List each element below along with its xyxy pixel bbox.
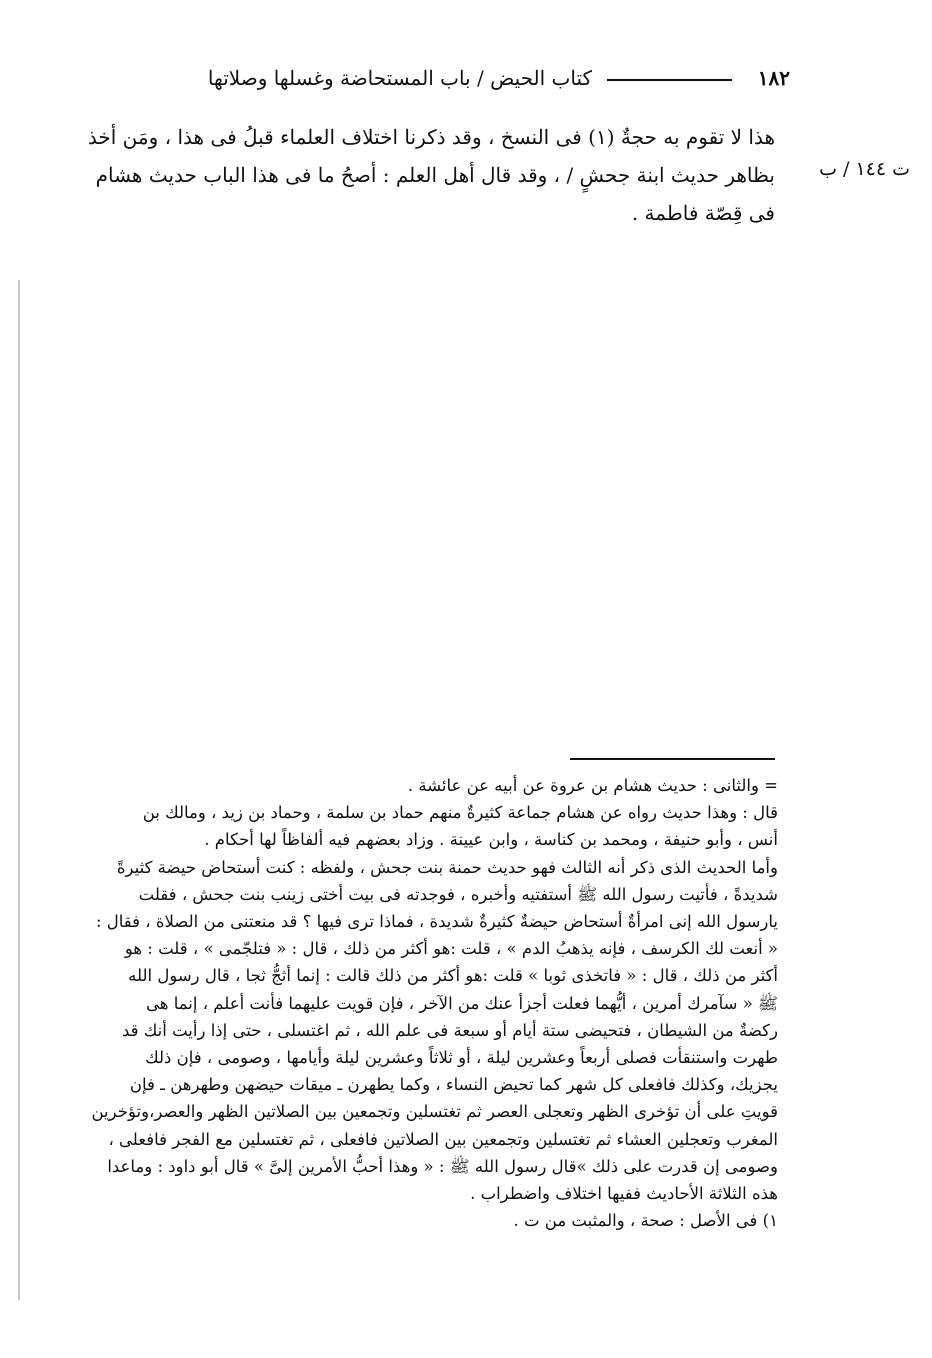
footnote-line: ﷺ « سآمرك أمرين ، أيُّهما فعلت أجزأ عنك من الآخر ، فإن قويت عليهما فأنت أعلم ، إنما هى xyxy=(146,993,778,1013)
footnote-line: شديدةً ، فأتيت رسول الله ﷺ أستفتيه وأخبره ، فوجدته فى بيت أختى زينب بنت جحش ، فقلت xyxy=(138,884,778,904)
footnote-line: يجزيك، وكذلك فافعلى كل شهر كما تحيض النساء ، وكما يطهرن ـ ميقات حيضهن وطهرهن ـ فإن xyxy=(129,1075,778,1095)
footnote-line: طهرت واستنقأت فصلى أربعاً وعشرين ليلة ، أو ثلاثاً وعشرين ليلة وأيامها ، وصومى ، فإن ذلك xyxy=(145,1048,778,1068)
body-line: هذا لا تقوم به حجةٌ (١) فى النسخ ، وقد ذكرنا اختلاف العلماء قبلُ فى هذا ، ومَن أخذ xyxy=(87,125,775,149)
footnotes xyxy=(38,772,778,1234)
page-number: ١٨٢ xyxy=(757,66,790,90)
main-text xyxy=(30,118,775,232)
footnote-line: قال : وهذا حديث رواه عن هشام جماعة كثيرةٌ منهم حماد بن سلمة ، وحماد بن زيد ، ومالك بن xyxy=(142,803,778,823)
footnote-line: هذه الثلاثة الأحاديث ففيها اختلاف واضطراب . xyxy=(470,1184,778,1204)
footnote-line: يارسول الله إنى امرأةٌ أستحاض حيضةٌ كثيرةٌ شديدة ، فماذا ترى فيها ؟ قد منعتنى من الصلاة ، فقال : xyxy=(95,912,778,932)
footnote-line: وصومى إن قدرت على ذلك »قال رسول الله ﷺ : « وهذا أحبُّ الأمرين إلىَّ » قال أبو داود : وماعدا xyxy=(107,1156,778,1176)
body-line: فى قِصّة فاطمة . xyxy=(631,201,775,225)
footnote-line: قويتِ على أن تؤخرى الظهر وتعجلى العصر ثم تغتسلين وتجمعين بين الصلاتين الظهر والعصر،وتؤخرين xyxy=(91,1102,778,1122)
footnote-line: ركضةٌ من الشيطان ، فتحيضى ستة أيام أو سبعة فى علم الله ، ثم اغتسلى ، حتى إذا رأيت أنك قد xyxy=(121,1020,778,1040)
scan-margin-line xyxy=(18,280,20,1300)
footnote-line: المغرب وتعجلين العشاء ثم تغتسلين وتجمعين بين الصلاتين فافعلى ، ثم تغتسلين مع الفجر فافعلى ، xyxy=(108,1129,778,1149)
footnote-line: أكثر من ذلك ، قال : « فاتخذى ثوبا » قلت :هو أكثر من ذلك قالت : إنما أثجُّ ثجا ، قال رسول الله xyxy=(128,966,778,986)
manuscript-folio-note: ت ١٤٤ / ب xyxy=(819,158,910,180)
footnote-line: أنس ، وأبو حنيفة ، ومحمد بن كناسة ، وابن عيينة . وزاد بعضهم فيه ألفاظاً لها أحكام . xyxy=(204,830,778,850)
footnote-line: ١) فى الأصل : صحة ، والمثبت من ت . xyxy=(513,1211,778,1231)
footnote-line: « أنعت لك الكرسف ، فإنه يذهبُ الدم » ، قلت :هو أكثر من ذلك ، قال : « فتلجّمى » ، قلت : هو xyxy=(124,939,778,959)
running-title: كتاب الحيض / باب المستحاضة وغسلها وصلاتها xyxy=(207,66,592,90)
body-line: بظاهر حديث ابنة جحشٍ / ، وقد قال أهل العلم : أصحُ ما فى هذا الباب حديث هشام xyxy=(95,163,775,187)
footnote-line: وأما الحديث الذى ذكر أنه الثالث فهو حديث حمنة بنت جحش ، ولفظه : كنت أستحاض حيضة كثيرةً xyxy=(116,857,778,877)
running-header xyxy=(30,66,790,96)
header-rule xyxy=(607,79,732,81)
footnote-line: = والثانى : حديث هشام بن عروة عن أبيه عن عائشة . xyxy=(407,776,778,795)
footnote-separator xyxy=(570,758,775,760)
